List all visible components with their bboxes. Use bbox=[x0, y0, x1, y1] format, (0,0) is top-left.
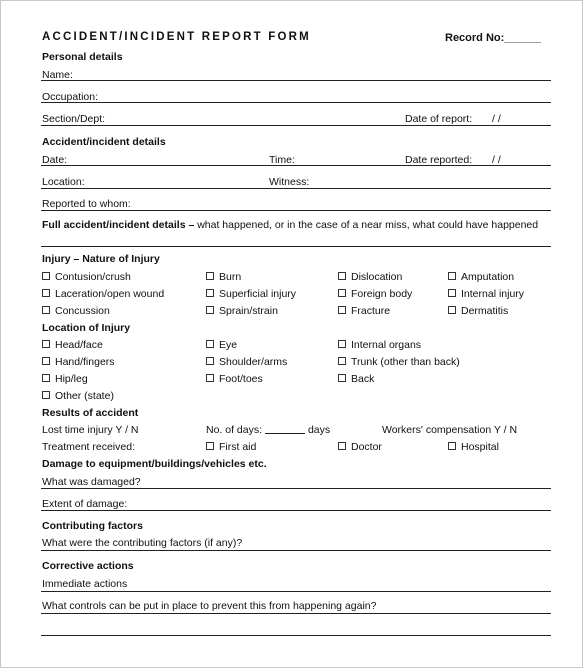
checkbox-box[interactable] bbox=[206, 374, 214, 382]
what-damaged-field-line[interactable] bbox=[41, 488, 551, 489]
record-no-label: Record No:______ bbox=[445, 32, 541, 44]
location-of-injury-heading: Location of Injury bbox=[42, 322, 131, 334]
record-no-field[interactable]: ______ bbox=[504, 32, 541, 44]
form-title: ACCIDENT/INCIDENT REPORT FORM bbox=[42, 31, 311, 43]
injury-nature-checkbox-label: Fracture bbox=[351, 305, 391, 317]
injury-location-checkbox-label: Hand/fingers bbox=[55, 356, 115, 368]
name-field-line[interactable] bbox=[41, 80, 551, 81]
injury-location-checkbox-label: Hip/leg bbox=[55, 373, 88, 385]
contributing-question: What were the contributing factors (if any)? bbox=[42, 537, 243, 549]
injury-location-checkbox-label: Internal organs bbox=[351, 339, 422, 351]
date-reported-label: Date reported: bbox=[405, 154, 473, 166]
damage-heading: Damage to equipment/buildings/vehicles etc. bbox=[42, 458, 267, 470]
injury-nature-checkbox-item[interactable] bbox=[338, 305, 390, 317]
lost-time-injury-label: Lost time injury Y / N bbox=[42, 424, 139, 436]
injury-location-checkbox-label: Other (state) bbox=[55, 390, 114, 402]
checkbox-box[interactable] bbox=[448, 306, 456, 314]
checkbox-box[interactable] bbox=[42, 357, 50, 365]
checkbox-box[interactable] bbox=[338, 272, 346, 280]
occupation-field-line[interactable] bbox=[41, 102, 551, 103]
injury-nature-checkbox-label: Laceration/open wound bbox=[55, 288, 165, 300]
checkbox-box[interactable] bbox=[206, 272, 214, 280]
injury-location-checkbox-label: Eye bbox=[219, 339, 238, 351]
injury-nature-checkbox-item[interactable] bbox=[42, 288, 164, 300]
checkbox-box[interactable] bbox=[42, 340, 50, 348]
injury-location-checkbox-label: Head/face bbox=[55, 339, 103, 351]
injury-location-checkbox-label: Trunk (other than back) bbox=[351, 356, 460, 368]
checkbox-box[interactable] bbox=[206, 442, 214, 450]
injury-nature-checkbox-label: Internal injury bbox=[461, 288, 525, 300]
checkbox-box[interactable] bbox=[42, 272, 50, 280]
checkbox-box[interactable] bbox=[206, 340, 214, 348]
injury-location-checkbox-item[interactable] bbox=[42, 339, 103, 351]
date-of-report-slashes: / / bbox=[492, 113, 501, 125]
accident-details-heading: Accident/incident details bbox=[42, 136, 166, 148]
injury-nature-checkbox-label: Foreign body bbox=[351, 288, 413, 300]
checkbox-box[interactable] bbox=[448, 272, 456, 280]
injury-location-checkbox-item[interactable] bbox=[338, 339, 421, 351]
injury-nature-checkbox-label: Dermatitis bbox=[461, 305, 509, 317]
injury-nature-checkbox-item[interactable] bbox=[42, 271, 131, 283]
no-of-days-label: No. of days: days bbox=[206, 424, 331, 436]
injury-nature-checkbox-label: Amputation bbox=[461, 271, 515, 283]
injury-nature-checkbox-item[interactable] bbox=[338, 271, 402, 283]
injury-nature-checkbox-label: Dislocation bbox=[351, 271, 403, 283]
checkbox-box[interactable] bbox=[206, 306, 214, 314]
witness-label: Witness: bbox=[269, 176, 310, 188]
full-details-label: Full accident/incident details – what happened, or in the case of a near miss, what could have happened bbox=[42, 219, 539, 231]
checkbox-box[interactable] bbox=[42, 289, 50, 297]
contributing-field-line[interactable] bbox=[41, 550, 551, 551]
checkbox-box[interactable] bbox=[206, 357, 214, 365]
injury-nature-checkbox-item[interactable] bbox=[448, 288, 524, 300]
prevent-question: What controls can be put in place to prevent this from happening again? bbox=[42, 600, 377, 612]
treatment-received-label: Treatment received: bbox=[42, 441, 135, 453]
checkbox-box[interactable] bbox=[338, 340, 346, 348]
checkbox-box[interactable] bbox=[448, 289, 456, 297]
checkbox-doctor[interactable]: Doctor bbox=[338, 441, 382, 453]
injury-nature-checkbox-item[interactable] bbox=[206, 288, 296, 300]
injury-nature-checkbox-item[interactable] bbox=[338, 288, 412, 300]
date-reported-slashes: / / bbox=[492, 154, 501, 166]
extent-field-line[interactable] bbox=[41, 510, 551, 511]
checkbox-box[interactable] bbox=[206, 289, 214, 297]
time-label: Time: bbox=[269, 154, 295, 166]
immediate-actions-label: Immediate actions bbox=[42, 578, 128, 590]
no-of-days-field[interactable] bbox=[265, 424, 305, 434]
injury-nature-checkbox-item[interactable] bbox=[42, 305, 110, 317]
prevent-field-line-2[interactable] bbox=[41, 635, 551, 636]
date-label: Date: bbox=[42, 154, 68, 166]
results-heading: Results of accident bbox=[42, 407, 139, 419]
corrective-heading: Corrective actions bbox=[42, 560, 134, 572]
name-label: Name: bbox=[42, 69, 73, 81]
immediate-actions-field-line[interactable] bbox=[41, 591, 551, 592]
location-field-line[interactable] bbox=[41, 188, 551, 189]
checkbox-box[interactable] bbox=[338, 442, 346, 450]
injury-location-checkbox-item[interactable] bbox=[42, 373, 88, 385]
checkbox-box[interactable] bbox=[448, 442, 456, 450]
reported-to-field-line[interactable] bbox=[41, 210, 551, 211]
what-damaged-label: What was damaged? bbox=[42, 476, 141, 488]
injury-nature-checkbox-label: Superficial injury bbox=[219, 288, 297, 300]
contributing-heading: Contributing factors bbox=[42, 520, 143, 532]
injury-location-checkbox-item[interactable] bbox=[206, 339, 237, 351]
injury-nature-checkbox-label: Concussion bbox=[55, 305, 110, 317]
date-field-line[interactable] bbox=[41, 165, 551, 166]
full-details-field-line[interactable] bbox=[41, 246, 551, 247]
injury-nature-checkbox-label: Burn bbox=[219, 271, 242, 283]
injury-location-checkbox-item[interactable] bbox=[42, 356, 115, 368]
reported-to-label: Reported to whom: bbox=[42, 198, 131, 210]
checkbox-first-aid[interactable]: First aid bbox=[206, 441, 256, 453]
checkbox-box[interactable] bbox=[338, 289, 346, 297]
injury-location-checkbox-item[interactable] bbox=[206, 373, 263, 385]
occupation-label: Occupation: bbox=[42, 91, 99, 103]
injury-nature-checkbox-label: Contusion/crush bbox=[55, 271, 131, 283]
checkbox-box[interactable] bbox=[338, 306, 346, 314]
checkbox-box[interactable] bbox=[338, 374, 346, 382]
injury-location-checkbox-label: Shoulder/arms bbox=[219, 356, 288, 368]
injury-nature-checkbox-item[interactable] bbox=[448, 305, 508, 317]
injury-location-checkbox-item[interactable] bbox=[338, 356, 460, 368]
workers-comp-label: Workers' compensation Y / N bbox=[382, 424, 518, 436]
extent-of-damage-label: Extent of damage: bbox=[42, 498, 128, 510]
prevent-field-line-1[interactable] bbox=[41, 613, 551, 614]
date-of-report-label: Date of report: bbox=[405, 113, 473, 125]
checkbox-box[interactable] bbox=[42, 391, 50, 399]
injury-location-checkbox-item[interactable] bbox=[42, 390, 114, 402]
checkbox-box[interactable] bbox=[42, 374, 50, 382]
checkbox-box[interactable] bbox=[338, 357, 346, 365]
checkbox-hospital[interactable]: Hospital bbox=[448, 441, 499, 453]
section-dept-label: Section/Dept: bbox=[42, 113, 106, 125]
injury-nature-checkbox-item[interactable] bbox=[206, 305, 278, 317]
injury-nature-checkbox-item[interactable] bbox=[448, 271, 514, 283]
location-label: Location: bbox=[42, 176, 85, 188]
checkbox-box[interactable] bbox=[42, 306, 50, 314]
injury-location-checkbox-label: Foot/toes bbox=[219, 373, 263, 385]
injury-nature-checkbox-label: Sprain/strain bbox=[219, 305, 278, 317]
injury-nature-checkbox-item[interactable] bbox=[206, 271, 241, 283]
personal-details-heading: Personal details bbox=[42, 51, 123, 63]
injury-location-checkbox-item[interactable] bbox=[206, 356, 287, 368]
injury-location-checkbox-item[interactable] bbox=[338, 373, 374, 385]
injury-nature-heading: Injury – Nature of Injury bbox=[42, 253, 160, 265]
injury-location-checkbox-label: Back bbox=[351, 373, 375, 385]
section-field-line[interactable] bbox=[41, 125, 551, 126]
